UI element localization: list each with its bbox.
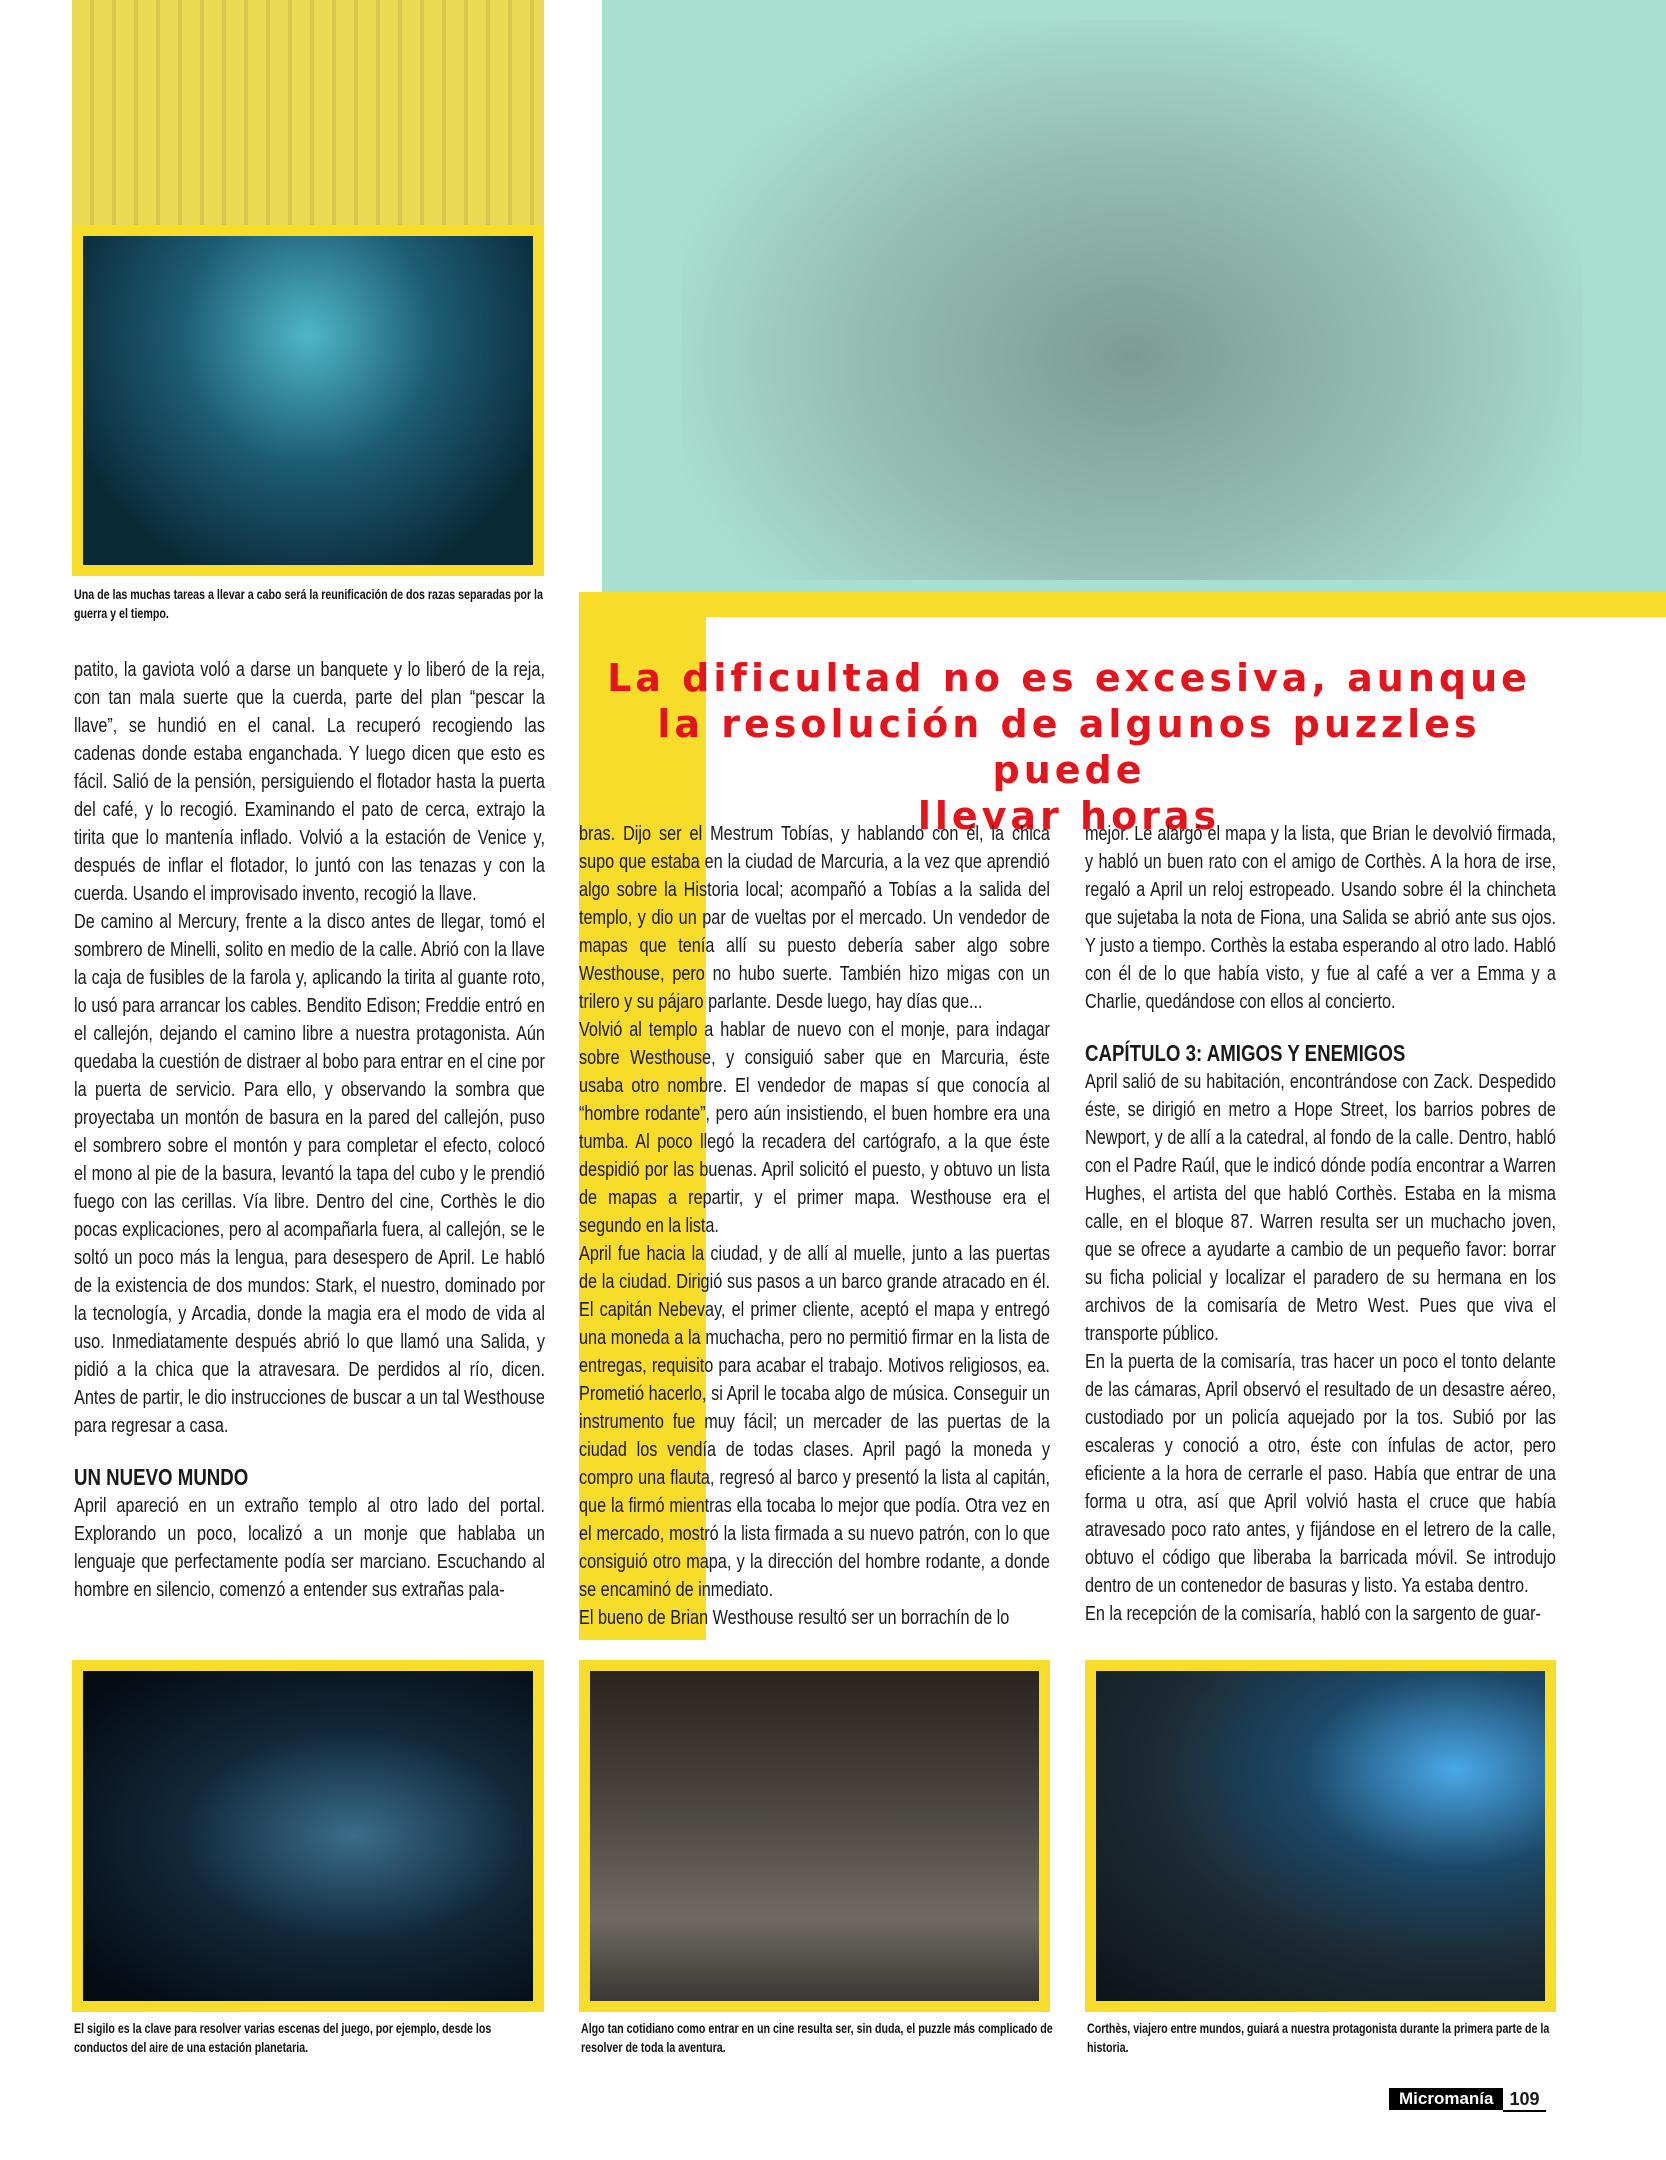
headline-line-1: La dificultad no es excesiva, aunque: [607, 656, 1531, 700]
paragraph: En la recepción de la comisaría, habló con la sargento de guar-: [1085, 1603, 1541, 1625]
pencil-drawing: [682, 20, 1582, 580]
section-heading: UN NUEVO MUNDO: [74, 1464, 249, 1490]
cave-screenshot: [83, 236, 533, 565]
paragraph: April fue hacia la ciudad, y de allí al muelle, junto a las puertas de la ciudad. Dirigió sus pasos a un barco grande atracado en él. El capitán Nebevay, el primer cliente, aceptó el mapa y entregó una moneda a la muchacha, pero no permitió firmar en la lista de entregas, requisito para acabar el trabajo. Motivos religiosos, ea. Prometió hacerlo, si April le tocaba algo de música. Conseguir un instrumento fue muy fácil; un mercader de las puertas de la ciudad los vendía de todas clases. April pagó la moneda y compro una flauta, regresó al barco y presentó la lista al capitán, que la firmó mientras ella tocaba lo mejor que podía. Otra vez en el mercado, mostró la lista firmada a su nuevo patrón, con lo que consiguió otro mapa, y la dirección del hombre rodante, a donde se encaminó de inmediato.: [579, 1243, 1050, 1601]
paragraph: Volvió al templo a hablar de nuevo con el monje, para indagar sobre Westhouse, y consiguió saber que en Marcuria, éste usaba otro nombre. El vendedor de mapas sí que conocía al “hombre rodante”, pero aún insistiendo, el buen hombre era una tumba. Al poco llegó la recadera del cartógrafo, a la que éste despidió por las buenas. April solicitó el puesto, y obtuvo un lista de mapas a repartir, y el primer mapa. Westhouse era el segundo en la lista.: [579, 1019, 1050, 1237]
town-sketch-illustration: [602, 0, 1666, 592]
headline-line-3: llevar horas: [917, 794, 1221, 838]
caption-bottom-middle: Algo tan cotidiano como entrar en un cine resulta ser, sin duda, el puzzle más complicado de resolver de toda la aventura.: [581, 2021, 1053, 2055]
paragraph: De camino al Mercury, frente a la disco antes de llegar, tomó el sombrero de Minelli, solito en medio de la calle. Abrió con la llave la caja de fusibles de la farola y, aplicando la tirita al guante roto, lo usó para arrancar los cables. Bendito Edison; Freddie entró en el callejón, dejando el camino libre a nuestra protagonista. Aún quedaba la cuestión de distraer al bobo para entrar en el cine por la puerta de servicio. Para ello, y observando la sombra que proyectaba un montón de basura en la pared del callejón, puso el sombrero sobre el montón y para completar el efecto, colocó el mono al pie de la basura, levantó la tapa del cubo y le prendió fuego con las cerillas. Vía libre. Dentro del cine, Corthès le dio pocas explicaciones, pero al acompañarla fuera, al callejón, se le soltó un poco más la lengua, para desespero de April. Le habló de la existencia de dos mundos: Stark, el nuestro, dominado por la tecnología, y Arcadia, donde la magia era el modo de vida al uso. Inmediatamente después abrió lo que llamó una Salida, y pidió a la chica que la atravesara. De perdidos al río, dicen. Antes de partir, le dio instrucciones de buscar a un tal Westhouse para regresar a casa.: [74, 911, 545, 1437]
paragraph: mejor. Le alargó el mapa y la lista, que Brian le devolvió firmada, y habló un buen rato con el amigo de Corthès. A la hora de irse, regaló a April un reloj estropeado. Usando sobre él la chincheta que sujetaba la nota de Fiona, una Salida se abrió ante sus ojos. Y justo a tiempo. Corthès la estaba esperando al otro lado. Habló con él de lo que había visto, y fue al café a ver a Emma y a Charlie, quedándose con ellos al concierto.: [1085, 823, 1556, 1013]
caption-bottom-right: Corthès, viajero entre mundos, guiará a nuestra protagonista durante la primera parte de la historia.: [1087, 2021, 1550, 2055]
cinema-screenshot-frame: [579, 1660, 1050, 2012]
paragraph: El bueno de Brian Westhouse resultó ser un borrachín de lo: [579, 1607, 1010, 1629]
alley-screenshot-frame: [1085, 1660, 1556, 2012]
paragraph: April apareció en un extraño templo al otro lado del portal. Explorando un poco, localizó a un monje que hablaba un lenguaje que perfectamente podía ser marciano. Escuchando al hombre en silencio, comenzó a entender sus extrañas pala-: [74, 1495, 545, 1601]
headline-line-2: la resolución de algunos puzzles puede: [657, 702, 1481, 792]
vent-screenshot-frame: [72, 1660, 544, 2012]
paragraph: April salió de su habitación, encontrándose con Zack. Despedido éste, se dirigió en metro a Hope Street, los barrios pobres de Newport, y de allí a la catedral, al fondo de la calle. Dentro, habló con el Padre Raúl, que le indicó dónde podía encontrar a Warren Hughes, el artista del que habló Corthès. Estaba en la misma calle, en el bloque 87. Warren resulta ser un muchacho joven, que se ofrece a ayudarte a cambio de un pequeño favor: borrar su ficha policial y localizar el paradero de su hermana en los archivos de la comisaría de Metro West. Pues que viva el transporte público.: [1085, 1071, 1556, 1345]
paragraph: patito, la gaviota voló a darse un banquete y lo liberó de la reja, con tan mala suerte que la cuerda, parte del plan “pescar la llave”, se hundió en el canal. La recuperó recogiendo las cadenas donde estaba enganchada. Y luego dicen que esto es fácil. Salió de la pensión, persiguiendo el flotador hasta la puerta del café, y lo recogió. Examinando el pato de cerca, extrajo la tirita que lo mantenía inflado. Volvió a la estación de Venice y, después de inflar el flotador, lo juntó con las tenazas y con la cuerda. Usando el improvisado invento, recogió la llave.: [74, 659, 545, 905]
cinema-screenshot: [590, 1671, 1039, 2001]
paragraph: En la puerta de la comisaría, tras hacer un poco el tonto delante de las cámaras, April observó el resultado de un desastre aéreo, custodiado por un policía aquejado por la tos. Subió por las escaleras y conoció a otro, éste con ínfulas de actor, pero eficiente a la hora de cerrarle el paso. Había que entrar de una forma u otra, así que April volvió hasta el cruce que había atravesado poco rato antes, y fijándose en el letrero de la calle, obtuvo el código que liberaba la barricada móvil. Se introdujo dentro de un contenedor de basuras y listo. Ya estaba dentro.: [1085, 1351, 1556, 1597]
cave-screenshot-frame: [72, 225, 544, 576]
caption-bottom-left: El sigilo es la clave para resolver varias escenas del juego, por ejemplo, desde los conductos del aire de una estación planetaria.: [74, 2021, 492, 2055]
middle-column: [579, 820, 1050, 1632]
section-heading: CAPÍTULO 3: AMIGOS Y ENEMIGOS: [1085, 1040, 1406, 1066]
paragraph: bras. Dijo ser el Mestrum Tobías, y hablando con él, la chica supo que estaba en la ciudad de Marcuria, a la vez que aprendió algo sobre la Historia local; acompañó a Tobías a la salida del templo, y dio un par de vueltas por el mercado. Un vendedor de mapas que tenía allí su puesto debería saber algo sobre Westhouse, pero no hubo suerte. También hizo migas con un trilero y su pájaro parlante. Desde luego, hay días que...: [579, 823, 1050, 1013]
pull-quote-headline: [579, 655, 1559, 839]
yellow-sketch-illustration: [72, 0, 544, 225]
yellow-band: [579, 592, 1666, 617]
alley-screenshot: [1096, 1671, 1545, 2001]
magazine-name: Micromanía: [1389, 2088, 1503, 2110]
page-number: 109: [1503, 2088, 1545, 2112]
right-column: [1085, 820, 1556, 1628]
caption-top: Una de las muchas tareas a llevar a cabo será la reunificación de dos razas separadas por la guerra y el tiempo.: [74, 587, 543, 621]
page-footer: [1389, 2088, 1546, 2110]
left-column: [74, 656, 545, 1604]
vent-screenshot: [83, 1671, 533, 2001]
